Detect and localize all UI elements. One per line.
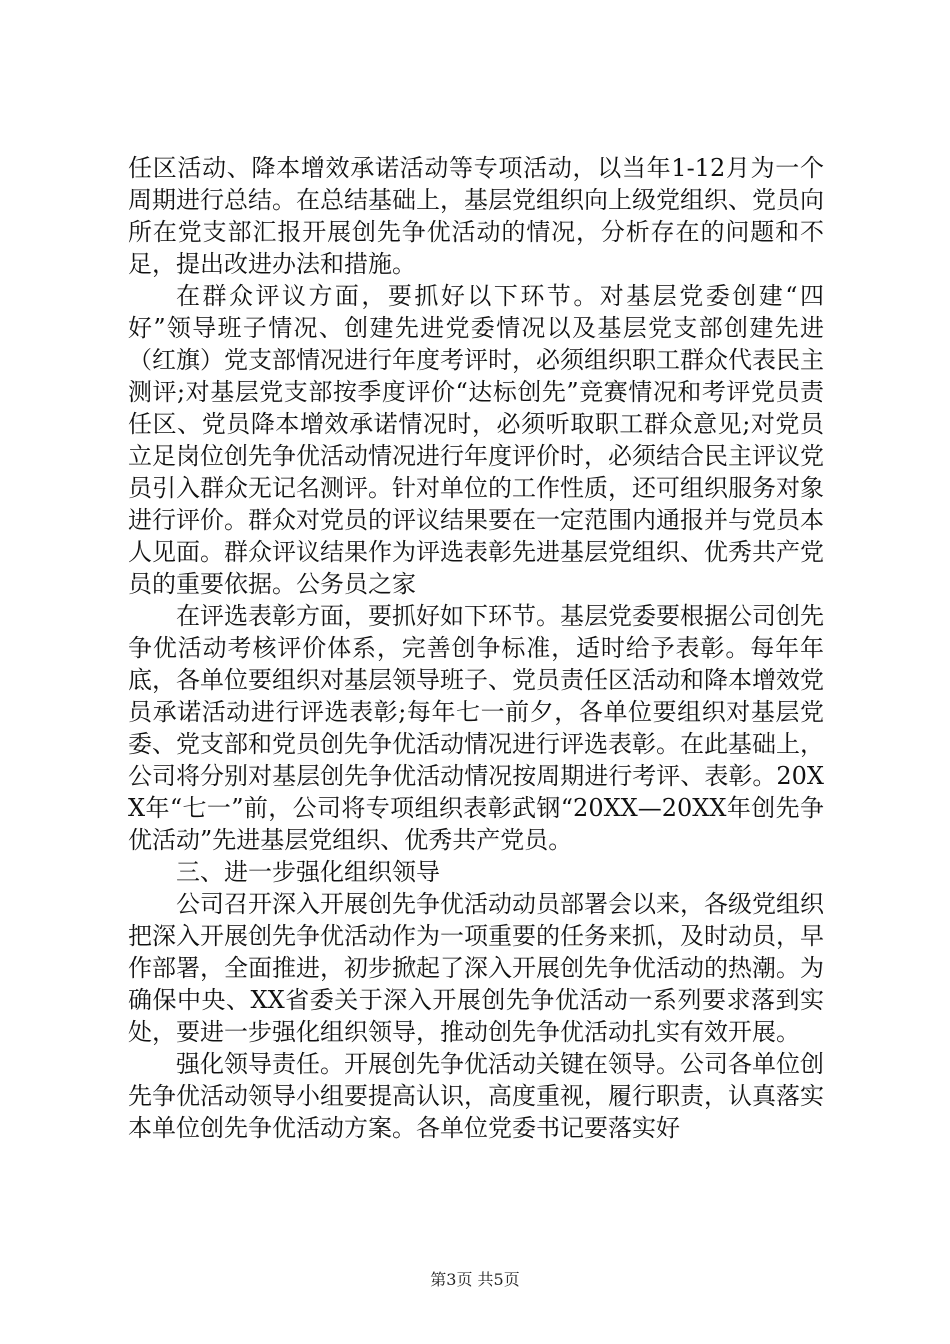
paragraph-5: 强化领导责任。开展创先争优活动关键在领导。公司各单位创先争优活动领导小组要提高认识，高度重视，履行职责，认真落实本单位创先争优活动方案。各单位党委书记要落实好 (128, 1050, 824, 1142)
page-number-footer: 第3页 共5页 (430, 1270, 520, 1289)
paragraph-4: 公司召开深入开展创先争优活动动员部署会以来，各级党组织把深入开展创先争优活动作为一项重要的任务来抓，及时动员，早作部署，全面推进，初步掀起了深入开展创先争优活动的热潮。为确保中央、XX省委关于深入开展创先争优活动一系列要求落到实处，要进一步强化组织领导，推动创先争优活动扎实有效开展。 (128, 890, 824, 1046)
paragraph-2: 在群众评议方面，要抓好以下环节。对基层党委创建“四好”领导班子情况、创建先进党委情况以及基层党支部创建先进（红旗）党支部情况进行年度考评时，必须组织职工群众代表民主测评;对基层党支部按季度评价“达标创先”竞赛情况和考评党员责任区、党员降本增效承诺情况时，必须听取职工群众意见;对党员立足岗位创先争优活动情况进行年度评价时，必须结合民主评议党员引入群众无记名测评。针对单位的工作性质，还可组织服务对象进行评价。群众对党员的评议结果要在一定范围内通报并与党员本人见面。群众评议结果作为评选表彰先进基层党组织、优秀共产党员的重要依据。公务员之家 (128, 282, 824, 598)
paragraph-3: 在评选表彰方面，要抓好如下环节。基层党委要根据公司创先争优活动考核评价体系，完善创争标准，适时给予表彰。每年年底，各单位要组织对基层领导班子、党员责任区活动和降本增效党员承诺活动进行评选表彰;每年七一前夕，各单位要组织对基层党委、党支部和党员创先争优活动情况进行评选表彰。在此基础上，公司将分别对基层创先争优活动情况按周期进行考评、表彰。20XX年“七一”前，公司将专项组织表彰武钢“20XX—20XX年创先争优活动”先进基层党组织、优秀共产党员。 (128, 602, 824, 854)
paragraph-1: 任区活动、降本增效承诺活动等专项活动，以当年1-12月为一个周期进行总结。在总结基础上，基层党组织向上级党组织、党员向所在党支部汇报开展创先争优活动的情况，分析存在的问题和不足，提出改进办法和措施。 (128, 154, 824, 278)
section-heading: 三、进一步强化组织领导 (176, 858, 440, 886)
document-body (128, 152, 824, 1144)
